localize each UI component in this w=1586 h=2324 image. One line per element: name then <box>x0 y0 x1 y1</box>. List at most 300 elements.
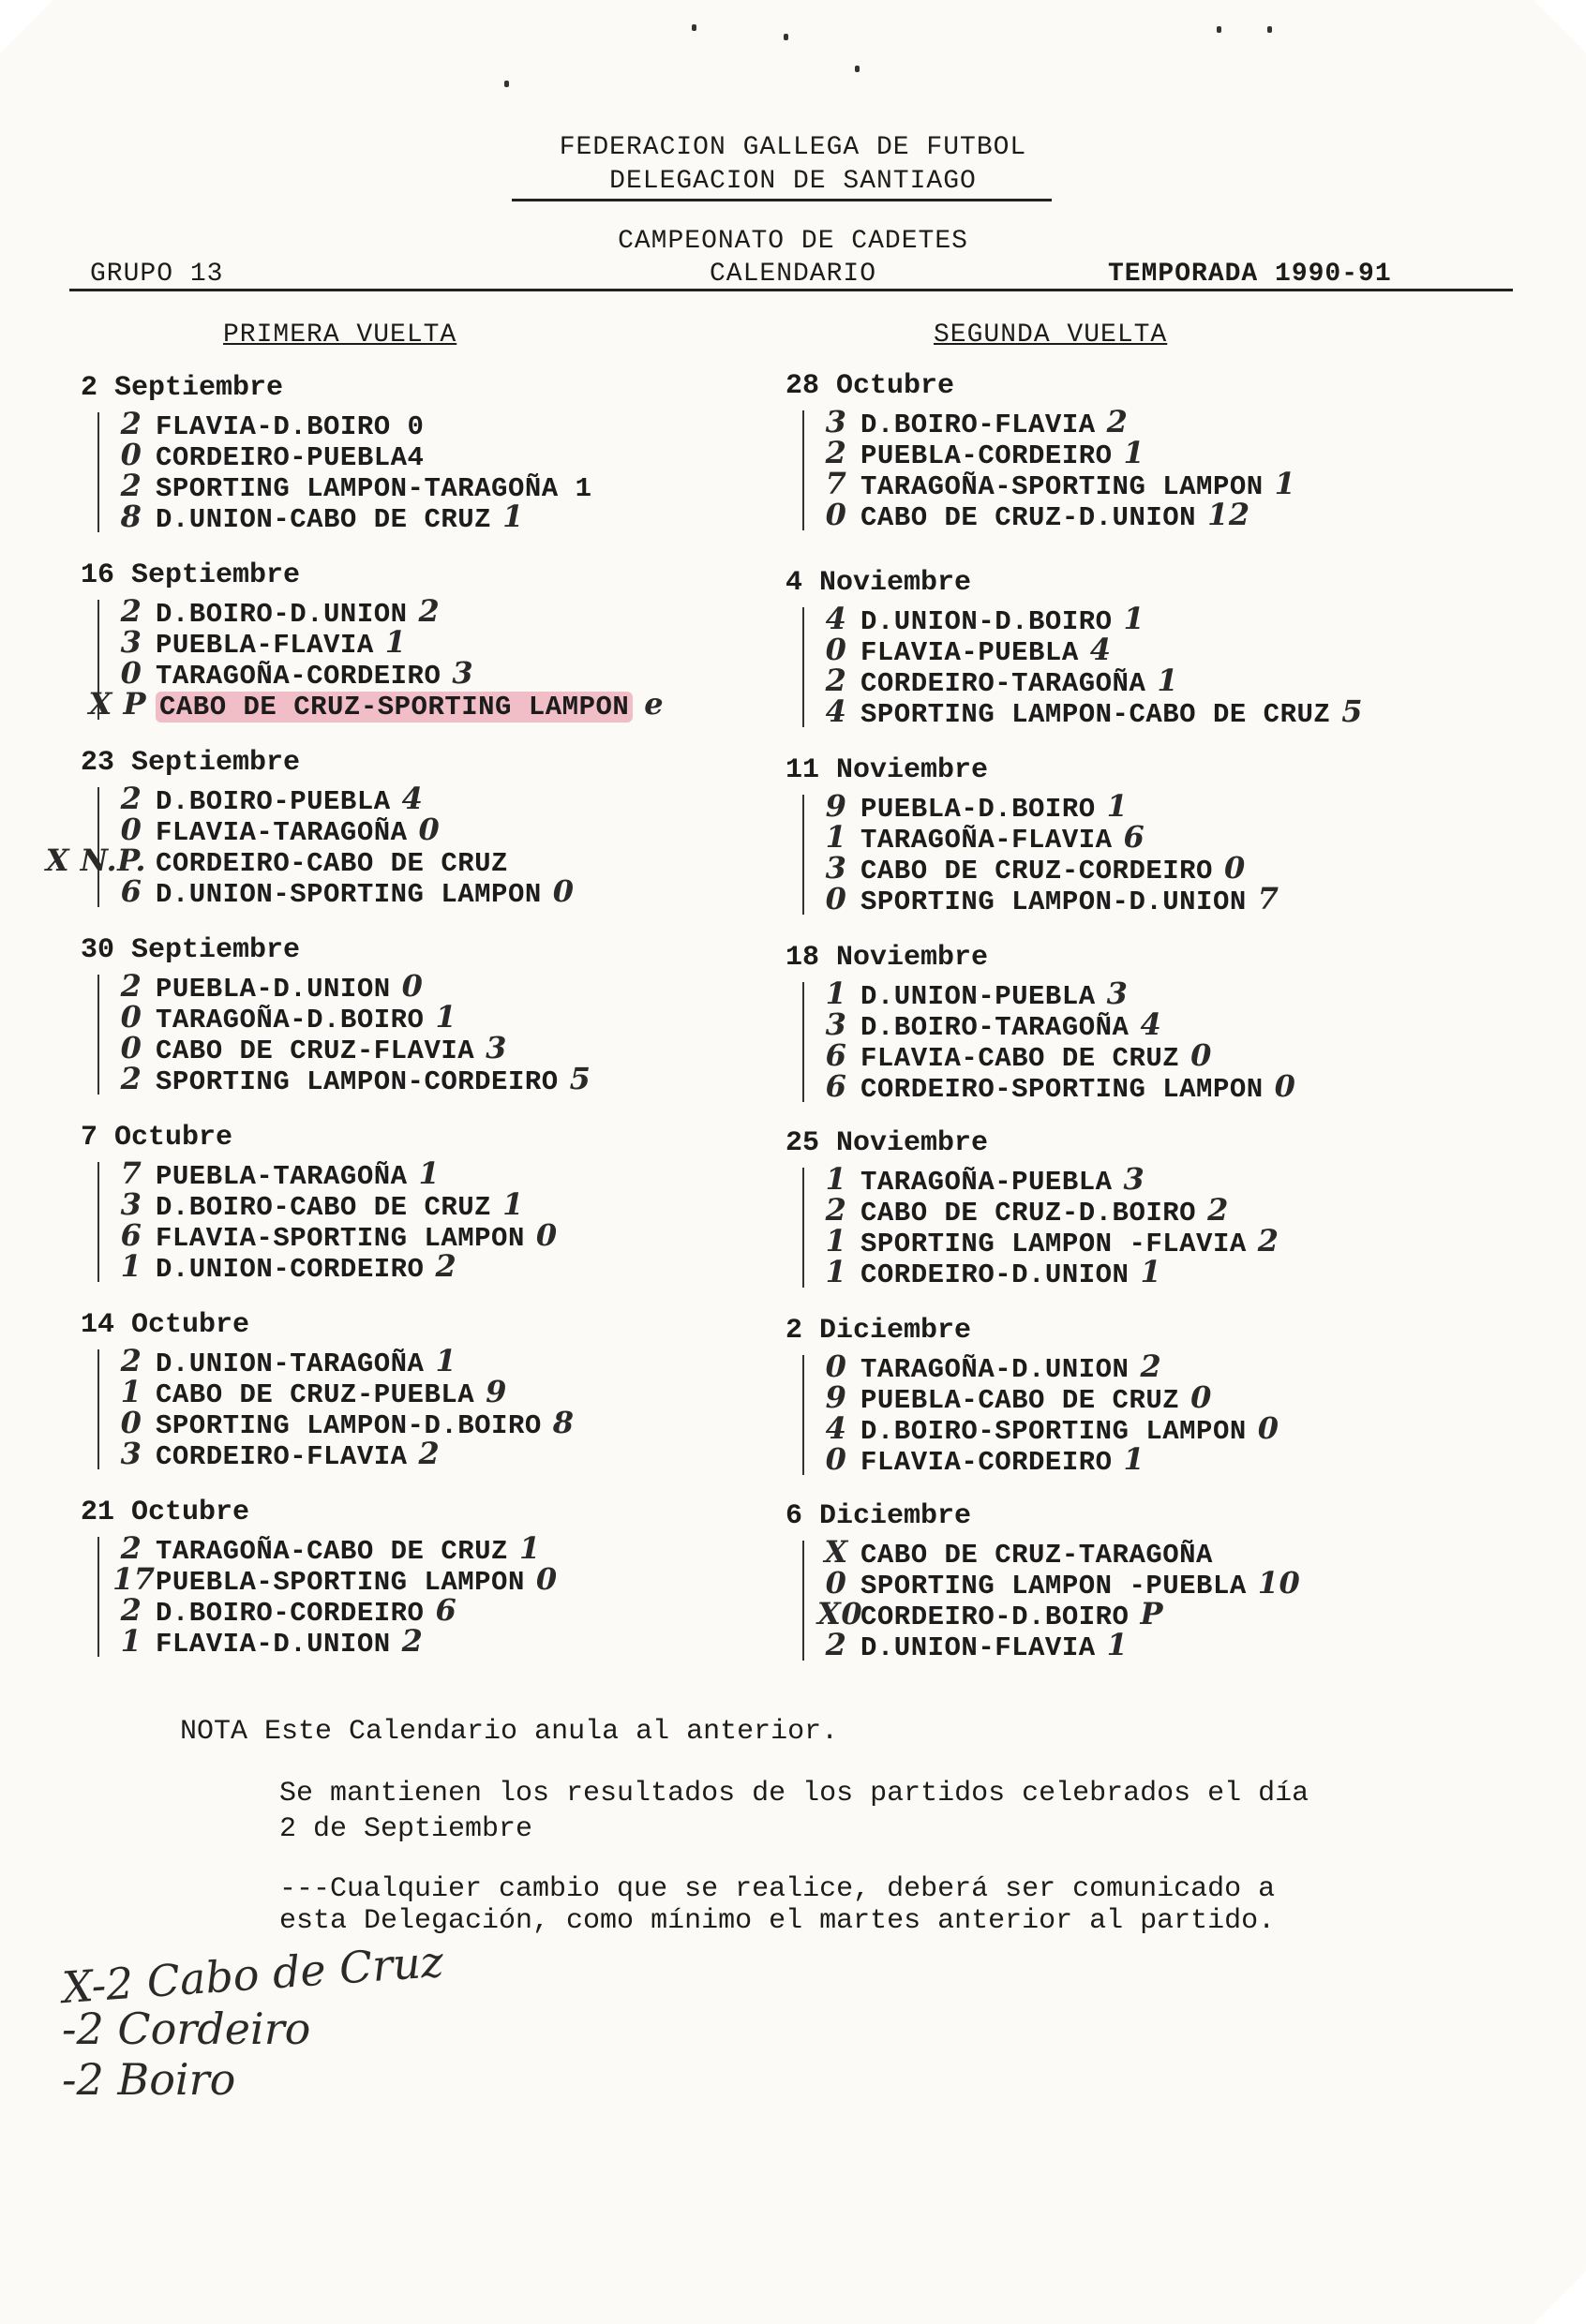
home-score: 3 <box>120 1436 142 1471</box>
match-row <box>825 1348 1498 1385</box>
round-date: 16 Septiembre <box>81 559 301 591</box>
away-score: 1 <box>502 499 524 534</box>
match-row <box>825 466 1498 502</box>
away-score: 0 <box>535 1561 558 1597</box>
match-row <box>120 1061 793 1097</box>
home-score: 3 <box>825 1006 847 1042</box>
home-score: 1 <box>825 1223 847 1259</box>
round-date: 18 Noviembre <box>786 942 989 974</box>
round-date: 2 Diciembre <box>786 1315 972 1347</box>
match-row <box>824 1534 1498 1571</box>
away-score: 3 <box>452 655 474 691</box>
home-score: 4 <box>825 1410 847 1446</box>
match-row <box>825 819 1498 856</box>
home-score: 0 <box>825 1441 847 1477</box>
match-row <box>825 1223 1498 1259</box>
bracket-line <box>802 410 804 530</box>
home-score: 2 <box>825 1192 847 1228</box>
match-fixture: CABO DE CRUZ-TARAGOÑA <box>860 1540 1213 1571</box>
away-score: 3 <box>1123 1161 1145 1197</box>
match-list <box>112 1530 793 1660</box>
home-score: 1 <box>825 819 847 855</box>
home-score: 4 <box>825 601 847 636</box>
home-score: 2 <box>825 663 847 698</box>
round-block <box>81 930 793 1095</box>
round-date: 21 Octubre <box>81 1497 250 1528</box>
match-fixture: CORDEIRO-FLAVIA <box>156 1441 408 1472</box>
match-fixture: CABO DE CRUZ-FLAVIA <box>156 1035 475 1066</box>
handwritten-note-2: -2 Cordeiro <box>62 2004 311 2054</box>
away-score: 1 <box>1140 1254 1162 1289</box>
staple-mark <box>504 81 509 87</box>
away-score: 2 <box>435 1248 457 1284</box>
match-row <box>825 632 1498 668</box>
away-score: 4 <box>1140 1006 1162 1042</box>
match-row <box>120 1248 793 1285</box>
match-fixture: D.BOIRO-SPORTING LAMPON <box>860 1416 1247 1447</box>
match-fixture: CABO DE CRUZ-D.BOIRO <box>860 1198 1197 1229</box>
away-score: 10 <box>1257 1565 1301 1601</box>
match-row <box>817 1596 1498 1632</box>
home-score: 8 <box>120 499 142 534</box>
home-score: 1 <box>120 1623 142 1659</box>
match-row <box>825 1192 1498 1229</box>
match-fixture: SPORTING LAMPON-D.BOIRO <box>156 1410 542 1441</box>
match-list <box>45 781 793 910</box>
home-score: 2 <box>120 1530 142 1566</box>
staple-mark <box>784 34 788 40</box>
match-fixture: D.BOIRO-PUEBLA <box>156 786 391 817</box>
match-fixture: CABO DE CRUZ-SPORTING LAMPON <box>156 692 633 723</box>
match-list <box>817 1534 1498 1663</box>
note-line-2: Se mantienen los resultados de los partidos celebrados el día <box>279 1778 1309 1810</box>
round-block <box>81 367 793 535</box>
match-row <box>45 842 793 879</box>
away-score: 6 <box>435 1592 457 1628</box>
match-list <box>825 601 1498 730</box>
match-row <box>825 693 1498 730</box>
home-score: X <box>824 1534 848 1570</box>
round-block <box>786 1496 1498 1661</box>
away-score: 1 <box>1157 663 1179 698</box>
round-block <box>81 1492 793 1660</box>
home-score: 0 <box>825 1565 847 1601</box>
championship-title: CAMPEONATO DE CADETES <box>618 227 968 256</box>
match-list <box>825 404 1498 533</box>
bracket-line <box>97 1349 99 1469</box>
home-score: 2 <box>120 468 142 503</box>
home-score: 2 <box>120 781 142 816</box>
match-fixture: PUEBLA-TARAGOÑA <box>156 1161 408 1192</box>
match-fixture: PUEBLA-D.BOIRO <box>860 794 1096 825</box>
match-fixture: CORDEIRO-CABO DE CRUZ <box>156 848 508 879</box>
federation-title: FEDERACION GALLEGA DE FUTBOL <box>559 133 1027 162</box>
round-date: 4 Noviembre <box>786 567 972 599</box>
home-score: 6 <box>825 1068 847 1104</box>
match-fixture: TARAGOÑA-PUEBLA <box>860 1167 1113 1198</box>
bracket-line <box>802 1541 804 1661</box>
away-score: 1 <box>1106 1627 1129 1662</box>
match-row <box>120 968 793 1005</box>
home-score: 7 <box>825 466 847 501</box>
match-row <box>120 1186 793 1223</box>
home-score: X P <box>88 686 146 722</box>
match-fixture: CORDEIRO-TARAGOÑA <box>860 668 1146 699</box>
home-score: 0 <box>120 999 142 1035</box>
round-block <box>786 937 1498 1105</box>
match-row <box>120 499 793 535</box>
home-score: 0 <box>120 655 142 691</box>
match-fixture: FLAVIA-PUEBLA <box>860 637 1079 668</box>
home-score: 9 <box>825 788 847 824</box>
round-block <box>786 1123 1498 1288</box>
match-fixture: PUEBLA-CORDEIRO <box>860 440 1113 471</box>
match-fixture: CABO DE CRUZ-CORDEIRO <box>860 856 1213 886</box>
corner-top-right <box>1533 0 1586 53</box>
match-row <box>825 788 1498 825</box>
away-score: 1 <box>435 1343 457 1378</box>
match-fixture: D.BOIRO-D.UNION <box>156 599 408 630</box>
match-row <box>825 1627 1498 1663</box>
away-score: 0 <box>1190 1037 1212 1073</box>
match-fixture: FLAVIA-SPORTING LAMPON <box>156 1223 525 1254</box>
staple-mark <box>855 66 860 72</box>
home-score: 6 <box>120 1217 142 1253</box>
home-score: 2 <box>120 968 142 1004</box>
match-fixture: TARAGOÑA-FLAVIA <box>860 825 1113 856</box>
round-block <box>786 365 1498 533</box>
match-fixture: FLAVIA-D.UNION <box>156 1629 391 1660</box>
away-score: 0 <box>1257 1410 1279 1446</box>
staple-mark <box>1217 26 1221 33</box>
match-fixture: D.BOIRO-CORDEIRO <box>156 1598 425 1629</box>
home-score: 3 <box>120 624 142 660</box>
match-row <box>120 999 793 1035</box>
away-score: 1 <box>502 1186 524 1222</box>
match-fixture: PUEBLA-SPORTING LAMPON <box>156 1567 525 1598</box>
match-fixture: D.UNION-SPORTING LAMPON <box>156 879 542 910</box>
match-row <box>120 437 793 473</box>
staple-mark <box>692 24 696 31</box>
away-score: e <box>644 686 665 722</box>
round-date: 2 Septiembre <box>81 372 284 404</box>
note-line-3: 2 de Septiembre <box>279 1813 533 1845</box>
home-score: X N.P. <box>45 842 146 878</box>
round-date: 7 Octubre <box>81 1122 233 1154</box>
bracket-line <box>802 982 804 1102</box>
round-block <box>786 750 1498 915</box>
match-fixture: FLAVIA-TARAGOÑA <box>156 817 408 848</box>
away-score: 0 <box>1223 850 1246 886</box>
home-score: 1 <box>825 1254 847 1289</box>
away-score: 2 <box>418 593 441 629</box>
round-date: 23 Septiembre <box>81 747 301 779</box>
match-row <box>120 1405 793 1441</box>
round-date: 30 Septiembre <box>81 934 301 966</box>
match-fixture: TARAGOÑA-SPORTING LAMPON <box>860 471 1264 502</box>
handwritten-note-1: X-2 Cabo de Cruz <box>60 1935 445 2014</box>
match-row <box>120 1217 793 1254</box>
match-row <box>825 850 1498 886</box>
away-score: 2 <box>1106 404 1129 439</box>
round-block <box>786 562 1498 730</box>
match-fixture: PUEBLA-FLAVIA <box>156 630 374 661</box>
bracket-line <box>97 412 99 532</box>
round-block <box>81 555 793 723</box>
away-score: 5 <box>569 1061 591 1096</box>
match-row <box>120 1030 793 1066</box>
home-score: X0 <box>817 1596 863 1631</box>
round-block <box>45 742 793 910</box>
away-score: 0 <box>535 1217 558 1253</box>
away-score: 0 <box>1190 1379 1212 1415</box>
away-score: 1 <box>418 1155 441 1191</box>
away-score: 4 <box>401 781 424 816</box>
match-list <box>88 593 793 723</box>
header-underline <box>512 199 1052 201</box>
match-fixture: D.BOIRO-FLAVIA <box>860 410 1096 440</box>
match-row <box>120 624 793 661</box>
corner-bottom-right <box>1533 2271 1586 2324</box>
home-score: 17 <box>112 1561 156 1597</box>
match-list <box>825 1161 1498 1290</box>
match-row <box>825 435 1498 471</box>
match-fixture: TARAGOÑA-CORDEIRO <box>156 661 441 692</box>
match-row <box>825 1410 1498 1447</box>
away-score: 1 <box>1123 601 1145 636</box>
home-score: 2 <box>825 1627 847 1662</box>
away-score: 7 <box>1257 881 1279 916</box>
match-list <box>825 1348 1498 1478</box>
match-row <box>120 1436 793 1472</box>
round-block <box>81 1304 793 1472</box>
match-row <box>825 663 1498 699</box>
match-list <box>120 1155 793 1285</box>
match-list <box>120 1343 793 1472</box>
away-score: 2 <box>418 1436 441 1471</box>
away-score: 0 <box>1274 1068 1296 1104</box>
home-score: 6 <box>120 873 142 909</box>
match-row <box>825 1006 1498 1043</box>
away-score: P <box>1140 1596 1164 1631</box>
home-score: 1 <box>120 1374 142 1409</box>
match-row <box>825 1441 1498 1478</box>
bracket-line <box>802 795 804 915</box>
away-score: 3 <box>1106 976 1129 1011</box>
home-score: 0 <box>120 437 142 472</box>
match-list <box>825 788 1498 917</box>
staple-mark <box>1267 26 1272 33</box>
home-score: 2 <box>120 406 142 441</box>
match-row <box>825 1161 1498 1198</box>
match-fixture: CORDEIRO-SPORTING LAMPON <box>860 1074 1264 1105</box>
bracket-line <box>802 1355 804 1475</box>
note-line-5: esta Delegación, como mínimo el martes anterior al partido. <box>279 1905 1276 1937</box>
home-score: 2 <box>120 593 142 629</box>
calendar-title: CALENDARIO <box>709 260 877 289</box>
away-score: 1 <box>1123 1441 1145 1477</box>
round-block <box>81 1117 793 1285</box>
home-score: 6 <box>825 1037 847 1073</box>
home-score: 0 <box>120 1405 142 1440</box>
match-fixture: PUEBLA-CABO DE CRUZ <box>860 1385 1180 1416</box>
home-score: 2 <box>120 1343 142 1378</box>
away-score: 4 <box>1089 632 1112 667</box>
match-row <box>120 1592 793 1629</box>
match-fixture: PUEBLA-D.UNION <box>156 974 391 1005</box>
delegation-title: DELEGACION DE SANTIAGO <box>609 167 977 196</box>
match-row <box>112 1561 793 1598</box>
round-date: 25 Noviembre <box>786 1127 989 1159</box>
match-row <box>825 1379 1498 1416</box>
match-fixture: D.UNION-CORDEIRO <box>156 1254 425 1285</box>
match-fixture: D.BOIRO-TARAGOÑA <box>860 1012 1130 1043</box>
bracket-line <box>802 607 804 727</box>
away-score: 12 <box>1207 497 1250 532</box>
match-fixture: D.UNION-TARAGOÑA <box>156 1348 425 1379</box>
match-fixture: SPORTING LAMPON-CORDEIRO <box>156 1066 559 1097</box>
match-row <box>825 1565 1498 1601</box>
round-date: 11 Noviembre <box>786 754 989 786</box>
match-row <box>120 406 793 442</box>
note-line-1: NOTA Este Calendario anula al anterior. <box>180 1716 839 1748</box>
match-fixture: SPORTING LAMPON-D.UNION <box>860 886 1247 917</box>
away-score: 0 <box>418 812 441 847</box>
away-score: 1 <box>518 1530 541 1566</box>
match-fixture: D.UNION-D.BOIRO <box>860 606 1113 637</box>
home-score: 0 <box>825 1348 847 1384</box>
round-date: 14 Octubre <box>81 1309 250 1341</box>
home-score: 1 <box>825 1161 847 1197</box>
match-fixture: CABO DE CRUZ-PUEBLA <box>156 1379 475 1410</box>
match-fixture: SPORTING LAMPON -PUEBLA <box>860 1571 1247 1601</box>
match-row <box>825 1254 1498 1290</box>
match-fixture: TARAGOÑA-CABO DE CRUZ <box>156 1536 508 1567</box>
away-score: 0 <box>552 873 575 909</box>
match-row <box>88 686 793 723</box>
home-score: 2 <box>120 1592 142 1628</box>
header-rule <box>69 289 1513 291</box>
match-fixture: SPORTING LAMPON-TARAGOÑA 1 <box>156 473 592 504</box>
match-row <box>120 873 793 910</box>
away-score: 2 <box>1257 1223 1279 1259</box>
home-score: 1 <box>825 976 847 1011</box>
first-leg-title: PRIMERA VUELTA <box>223 320 457 350</box>
match-list <box>120 406 793 535</box>
match-row <box>825 497 1498 533</box>
home-score: 3 <box>825 404 847 439</box>
match-row <box>120 1530 793 1567</box>
match-fixture: TARAGOÑA-D.BOIRO <box>156 1005 425 1035</box>
away-score: 5 <box>1341 693 1364 729</box>
match-fixture: D.BOIRO-CABO DE CRUZ <box>156 1192 492 1223</box>
match-fixture: FLAVIA-CABO DE CRUZ <box>860 1043 1180 1074</box>
bracket-line <box>802 1168 804 1288</box>
home-score: 9 <box>825 1379 847 1415</box>
match-row <box>825 1037 1498 1074</box>
match-fixture: CORDEIRO-D.UNION <box>860 1259 1130 1290</box>
away-score: 0 <box>401 968 424 1004</box>
home-score: 3 <box>120 1186 142 1222</box>
home-score: 0 <box>120 812 142 847</box>
bracket-line <box>97 1537 99 1657</box>
match-row <box>120 1374 793 1410</box>
bracket-line <box>97 1162 99 1282</box>
home-score: 0 <box>825 497 847 532</box>
match-row <box>120 812 793 848</box>
home-score: 2 <box>120 1061 142 1096</box>
match-list <box>120 968 793 1097</box>
match-row <box>825 1068 1498 1105</box>
match-row <box>825 976 1498 1012</box>
away-score: 1 <box>1274 466 1296 501</box>
home-score: 1 <box>120 1248 142 1284</box>
away-score: 3 <box>486 1030 507 1065</box>
away-score: 1 <box>384 624 407 660</box>
season-label: TEMPORADA 1990-91 <box>1108 260 1392 289</box>
match-row <box>120 1343 793 1379</box>
match-fixture: D.UNION-PUEBLA <box>860 981 1096 1012</box>
match-fixture: D.UNION-FLAVIA <box>860 1632 1096 1663</box>
match-row <box>825 404 1498 440</box>
match-row <box>825 881 1498 917</box>
bracket-line <box>97 975 99 1095</box>
home-score: 7 <box>120 1155 142 1191</box>
match-row <box>120 1623 793 1660</box>
away-score: 2 <box>401 1623 424 1659</box>
match-fixture: TARAGOÑA-D.UNION <box>860 1354 1130 1385</box>
round-date: 28 Octubre <box>786 370 955 402</box>
match-fixture: FLAVIA-D.BOIRO 0 <box>156 411 425 442</box>
match-row <box>120 593 793 630</box>
note-line-4: ---Cualquier cambio que se realice, deberá ser comunicado a <box>279 1873 1276 1905</box>
match-row <box>120 1155 793 1192</box>
match-fixture: CORDEIRO-PUEBLA4 <box>156 442 425 473</box>
match-fixture: CABO DE CRUZ-D.UNION <box>860 502 1197 533</box>
match-row <box>120 468 793 504</box>
away-score: 8 <box>552 1405 575 1440</box>
match-row <box>120 781 793 817</box>
home-score: 4 <box>825 693 847 729</box>
away-score: 1 <box>1123 435 1145 470</box>
home-score: 0 <box>120 1030 142 1065</box>
round-date: 6 Diciembre <box>786 1500 972 1532</box>
handwritten-note-3: -2 Boiro <box>62 2054 236 2105</box>
away-score: 2 <box>1207 1192 1229 1228</box>
match-row <box>120 655 793 692</box>
away-score: 9 <box>486 1374 507 1409</box>
match-fixture: SPORTING LAMPON-CABO DE CRUZ <box>860 699 1331 730</box>
match-fixture: FLAVIA-CORDEIRO <box>860 1447 1113 1478</box>
home-score: 2 <box>825 435 847 470</box>
away-score: 6 <box>1123 819 1145 855</box>
away-score: 1 <box>435 999 457 1035</box>
home-score: 0 <box>825 632 847 667</box>
match-fixture: SPORTING LAMPON -FLAVIA <box>860 1229 1247 1259</box>
home-score: 0 <box>825 881 847 916</box>
corner-top-left <box>0 0 53 53</box>
group-label: GRUPO 13 <box>90 260 224 289</box>
second-leg-title: SEGUNDA VUELTA <box>934 320 1168 350</box>
match-row <box>825 601 1498 637</box>
away-score: 1 <box>1106 788 1129 824</box>
away-score: 2 <box>1140 1348 1162 1384</box>
match-fixture: D.UNION-CABO DE CRUZ <box>156 504 492 535</box>
round-block <box>786 1310 1498 1478</box>
home-score: 3 <box>825 850 847 886</box>
match-fixture: CORDEIRO-D.BOIRO <box>860 1601 1130 1632</box>
match-list <box>825 976 1498 1105</box>
